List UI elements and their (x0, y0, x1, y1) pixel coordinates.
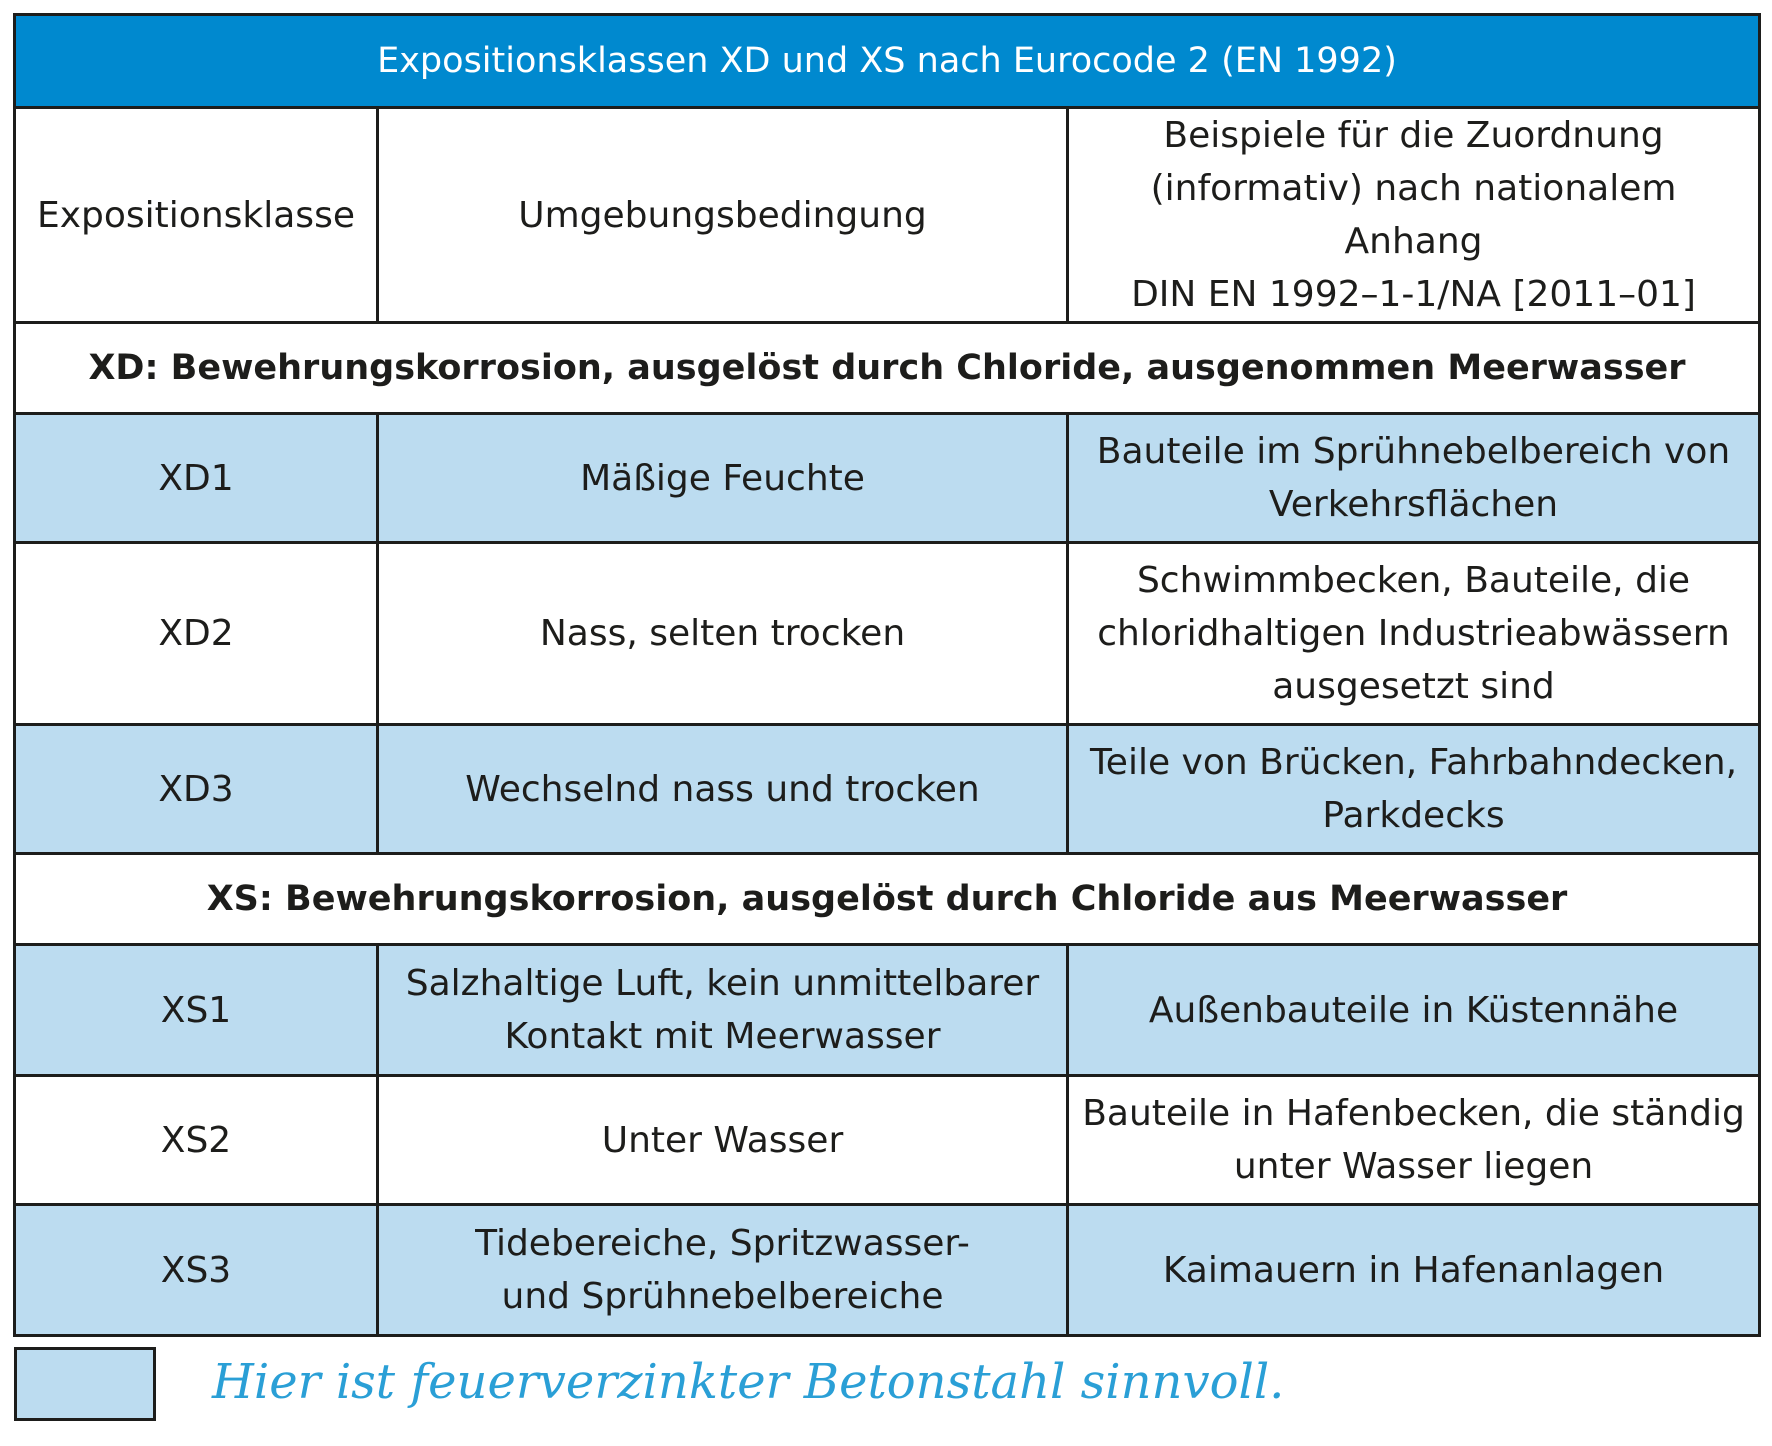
examples-cell-line: Kaimauern in Hafenanlagen (1162, 1249, 1665, 1291)
exposure-class-cell: XS2 (15, 1076, 378, 1205)
examples-cell-line: unter Wasser liegen (1233, 1146, 1594, 1187)
examples-cell (1068, 414, 1760, 543)
condition-cell-line: Tidebereiche, Spritzwasser- (475, 1223, 970, 1264)
table-row (15, 414, 1760, 543)
header-examples-line: Beispiele für die Zuordnung (1163, 115, 1664, 156)
header-exposure-class: Expositionsklasse (15, 108, 378, 323)
table-row (15, 1076, 1760, 1205)
condition-cell-line: Wechselnd nass und trocken (465, 768, 980, 810)
examples-cell (1068, 543, 1760, 725)
exposure-class-cell: XS1 (15, 945, 378, 1076)
condition-cell (378, 414, 1068, 543)
condition-cell (378, 725, 1068, 854)
section-row (15, 854, 1760, 945)
condition-cell (378, 1205, 1068, 1336)
condition-cell-line: und Sprühnebelbereiche (501, 1276, 944, 1317)
table-row (15, 1205, 1760, 1336)
condition-cell-line: Nass, selten trocken (539, 613, 906, 654)
examples-cell (1068, 1076, 1760, 1205)
table-row (15, 945, 1760, 1076)
header-examples-line: DIN EN 1992–1-1/NA [2011–01] (1131, 274, 1696, 315)
exposure-class-cell: XD3 (15, 725, 378, 854)
table-row (15, 725, 1760, 854)
header-examples-line: (informativ) nach nationalem Anhang (1150, 168, 1677, 262)
table-row (15, 543, 1760, 725)
examples-cell-line: Parkdecks (1322, 795, 1505, 836)
examples-cell-line: Verkehrsflächen (1268, 484, 1559, 525)
examples-cell-line: Schwimmbecken, Bauteile, die (1136, 560, 1691, 601)
table-title: Expositionsklassen XD und XS nach Eurocode 2 (EN 1992) (15, 15, 1760, 108)
condition-cell (378, 945, 1068, 1076)
header-environment-condition: Umgebungsbedingung (378, 108, 1068, 323)
exposure-class-cell: XS3 (15, 1205, 378, 1336)
examples-cell (1068, 1205, 1760, 1336)
title-row (15, 15, 1760, 108)
exposure-class-cell: XD1 (15, 414, 378, 543)
examples-cell-line: chloridhaltigen Industrieabwässern (1097, 613, 1730, 654)
section-row (15, 323, 1760, 414)
exposure-class-cell: XD2 (15, 543, 378, 725)
examples-cell (1068, 945, 1760, 1076)
condition-cell-line: Unter Wasser (601, 1119, 844, 1161)
header-row (15, 108, 1760, 323)
examples-cell-line: Bauteile im Sprühnebelbereich von (1096, 431, 1731, 472)
legend-swatch (14, 1347, 156, 1421)
exposure-classes-table (13, 13, 1761, 1337)
condition-cell-line: Mäßige Feuchte (580, 457, 865, 499)
condition-cell (378, 543, 1068, 725)
examples-cell-line: ausgesetzt sind (1272, 666, 1555, 707)
examples-cell-line: Bauteile in Hafenbecken, die ständig (1082, 1093, 1745, 1134)
condition-cell-line: Salzhaltige Luft, kein unmittelbarer (405, 963, 1040, 1004)
examples-cell-line: Teile von Brücken, Fahrbahndecken, (1089, 742, 1738, 783)
section-heading: XD: Bewehrungskorrosion, ausgelöst durch Chloride, ausgenommen Meerwasser (15, 323, 1760, 414)
condition-cell-line: Kontakt mit Meerwasser (504, 1016, 941, 1057)
header-examples (1068, 108, 1760, 323)
legend-text: Hier ist feuerverzinkter Betonstahl sinnvoll. (212, 1354, 1285, 1410)
examples-cell (1068, 725, 1760, 854)
examples-cell-line: Außenbauteile in Küstennähe (1148, 989, 1679, 1031)
section-heading: XS: Bewehrungskorrosion, ausgelöst durch Chloride aus Meerwasser (15, 854, 1760, 945)
condition-cell (378, 1076, 1068, 1205)
